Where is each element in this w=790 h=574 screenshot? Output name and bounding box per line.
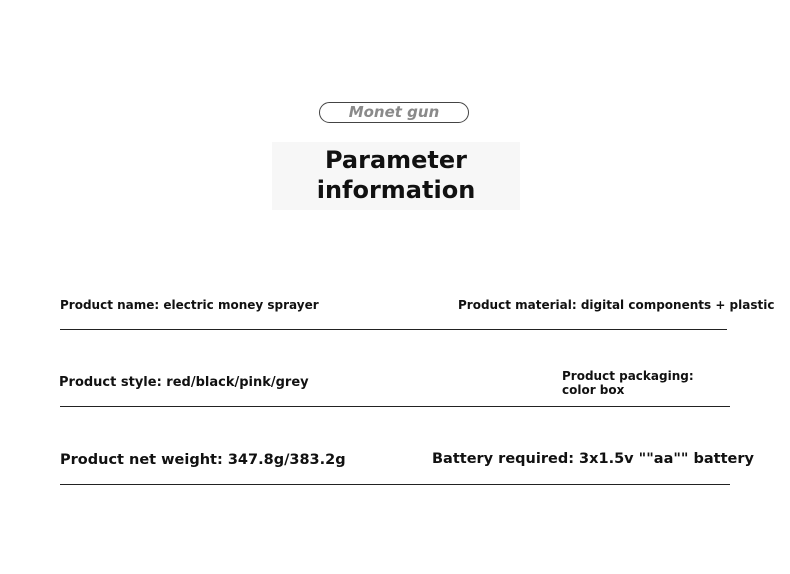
product-packaging-text: Product packaging: color box [562,369,694,397]
row-divider-2 [60,406,730,407]
row-divider-3 [60,484,730,485]
product-badge: Monet gun [319,102,469,123]
product-material-text: Product material: digital components + plastic [458,298,775,312]
product-net-weight-text: Product net weight: 347.8g/383.2g [60,452,346,468]
product-style-text: Product style: red/black/pink/grey [59,375,309,390]
battery-required-text: Battery required: 3x1.5v ""aa"" battery [432,451,754,467]
row-divider-1 [60,329,727,330]
page-title-line-1: Parameter [324,146,468,174]
page-title-line-2: information [316,176,476,204]
product-name-text: Product name: electric money sprayer [60,298,319,312]
page-title [272,145,520,205]
